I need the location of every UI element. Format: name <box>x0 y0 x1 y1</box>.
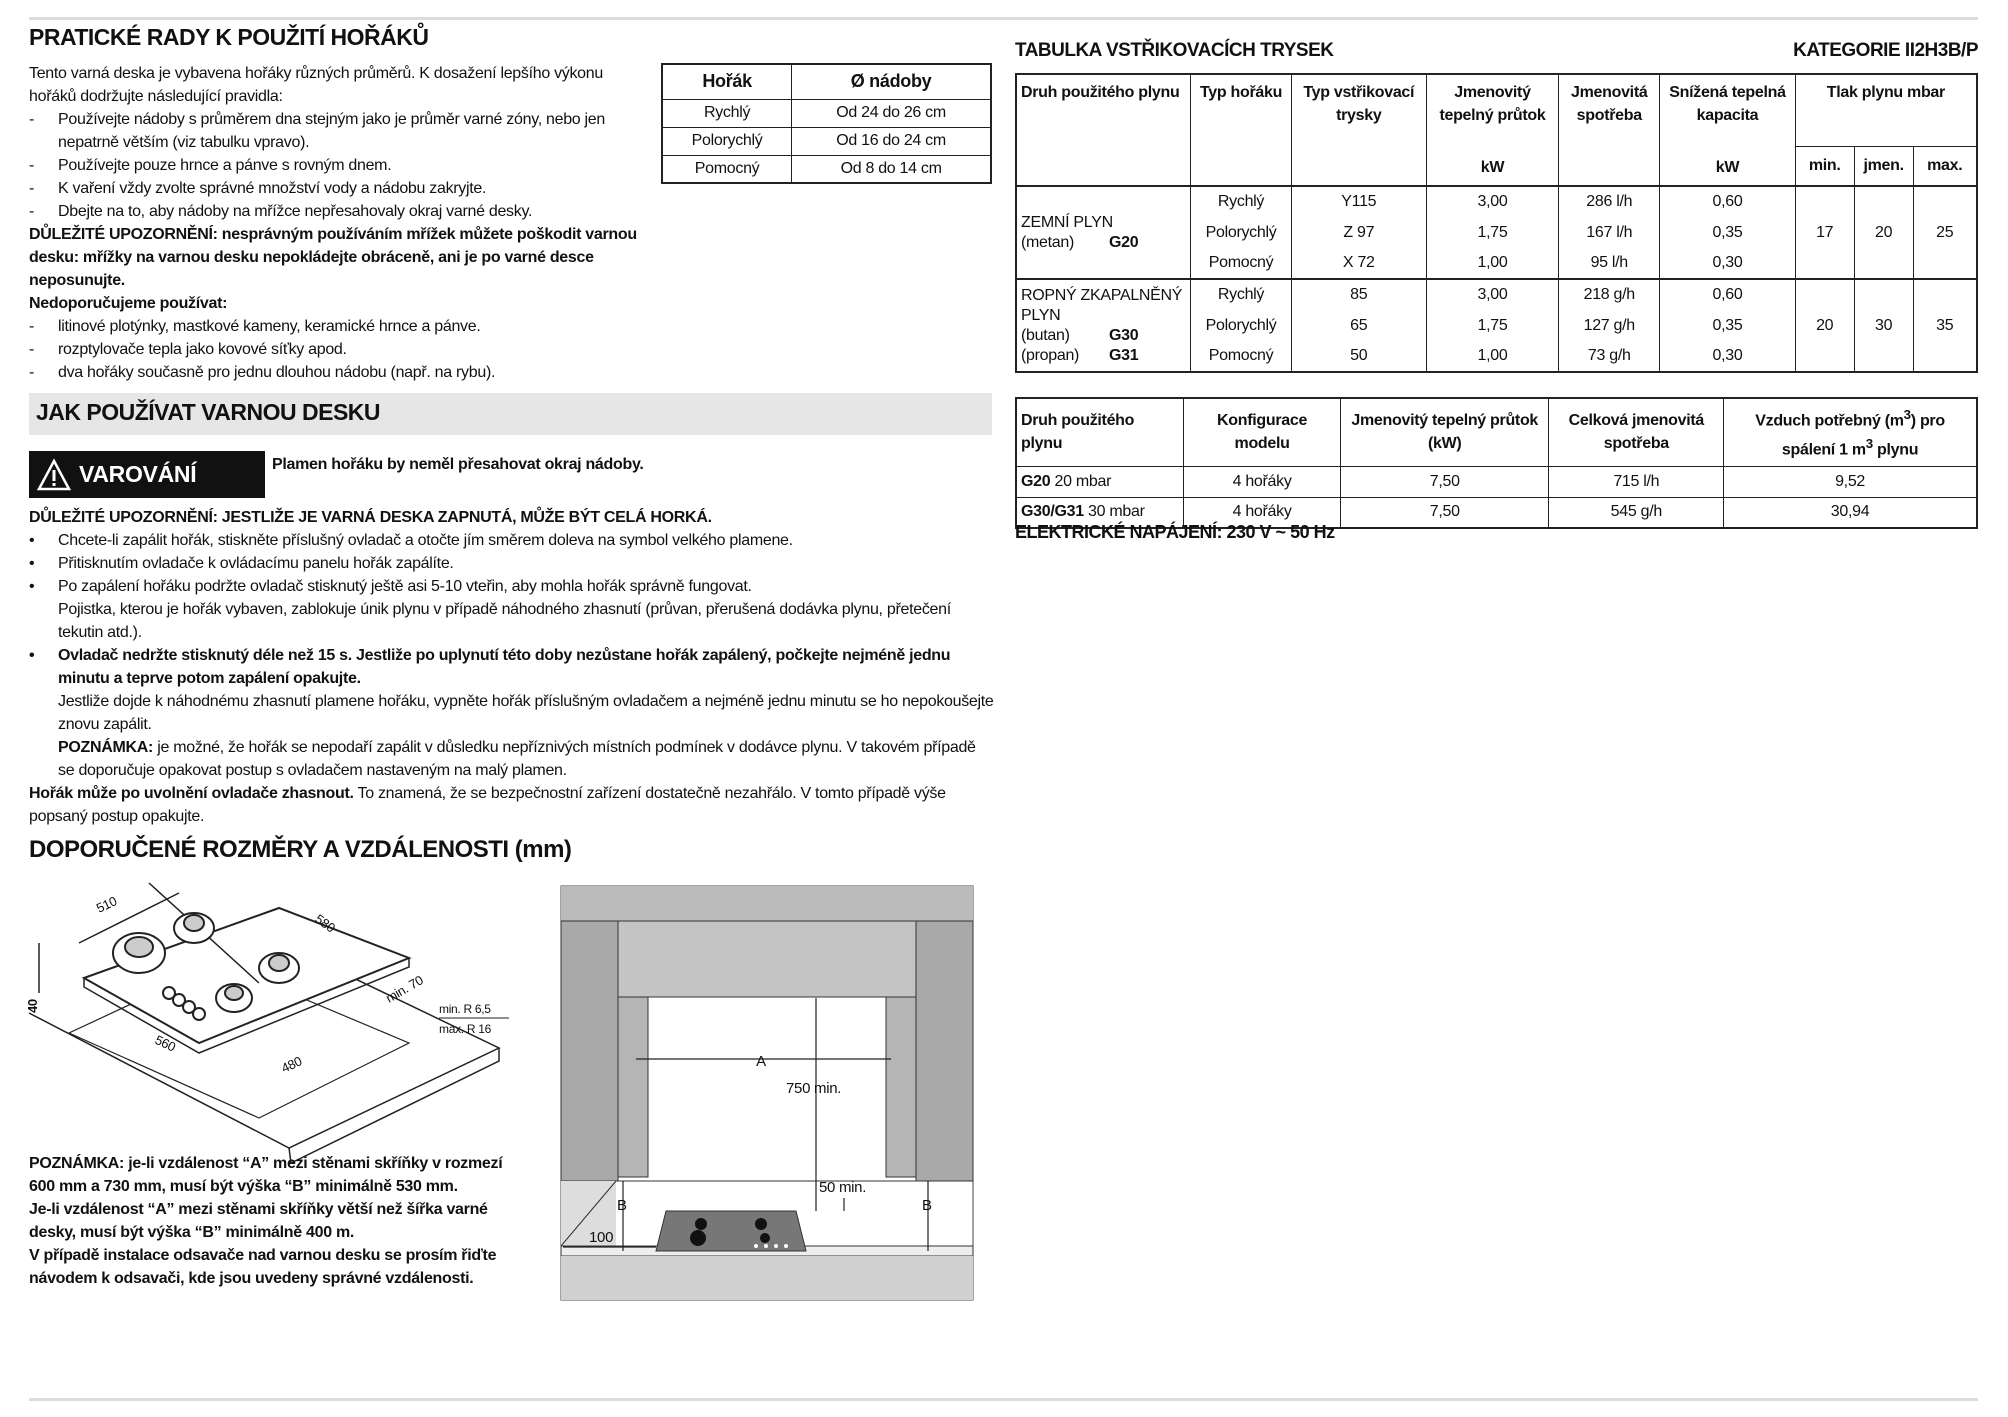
cell: 9,52 <box>1724 466 1977 497</box>
cell: 545 g/h <box>1549 497 1724 528</box>
column-header: min. <box>1795 146 1854 186</box>
how-to-use-text <box>29 506 994 828</box>
cell: Od 8 do 14 cm <box>792 155 991 183</box>
cell: G20 20 mbar <box>1016 466 1184 497</box>
cell: Pomocný <box>1191 341 1292 372</box>
dim-b-left: B <box>617 1197 627 1214</box>
column-header: Celková jmenovitá spotřeba <box>1549 398 1724 466</box>
cell: 85 <box>1291 279 1426 310</box>
column-header: max. <box>1913 146 1977 186</box>
dim-a: A <box>756 1053 766 1070</box>
note-line: POZNÁMKA: je-li vzdálenost “A” mezi stěnami skříňky v rozmezí 600 mm a 730 mm, musí být výška “B” minimálně 530 mm. <box>29 1155 503 1195</box>
unit-kw: kW <box>1480 159 1505 176</box>
section-title-burner-tips: PRATICKÉ RADY K POUŽITÍ HOŘÁKŮ <box>29 24 429 50</box>
paragraph: Jestliže dojde k náhodnému zhasnutí plamene hořáku, vypněte hořák příslušným ovladačem a nejméně jednu minutu se ho nepokoušejte znovu zapálit. <box>58 693 994 733</box>
column-header: Ø nádoby <box>792 64 991 99</box>
section-title-dimensions: DOPORUČENÉ ROZMĚRY A VZDÁLENOSTI (mm) <box>29 836 572 863</box>
cell: 0,35 <box>1660 310 1796 341</box>
top-rule <box>29 17 1978 20</box>
pressure-cell: 17 <box>1795 186 1854 279</box>
list-item: • Přitisknutím ovladače k ovládacímu panelu hořák zapálíte. <box>29 555 454 572</box>
cell: G30/G31 30 mbar <box>1016 497 1184 528</box>
cell: 7,50 <box>1340 497 1549 528</box>
cell: Od 16 do 24 cm <box>792 127 991 155</box>
table-row <box>1016 186 1977 217</box>
gas-code: (metan) G20 <box>1021 233 1139 251</box>
dim-radius-max: max. R 16 <box>439 1022 491 1036</box>
important-hot-notice: DŮLEŽITÉ UPOZORNĚNÍ: JESTLIŽE JE VARNÁ DESKA ZAPNUTÁ, MŮŽE BÝT CELÁ HORKÁ. <box>29 509 712 526</box>
column-header: jmen. <box>1854 146 1913 186</box>
list-item: - Používejte pouze hrnce a pánve s rovným dnem. <box>29 157 392 174</box>
cell: 95 l/h <box>1559 248 1660 279</box>
section-title-how-to-use: JAK POUŽÍVAT VARNOU DESKU <box>36 399 381 425</box>
category-label: KATEGORIE II2H3B/P <box>1793 40 1978 61</box>
cell: 1,00 <box>1426 248 1559 279</box>
column-header: Typ hořáku <box>1191 74 1292 186</box>
warning-triangle-icon <box>37 459 71 491</box>
cell: 73 g/h <box>1559 341 1660 372</box>
column-header: Jmenovitý tepelný průtok (kW) <box>1340 398 1549 466</box>
warning-label: VAROVÁNÍ <box>79 461 197 487</box>
burner-size-table <box>661 63 992 184</box>
cell: 4 hořáky <box>1184 466 1341 497</box>
not-recommended-heading: Nedoporučujeme používat: <box>29 295 228 312</box>
warning-text: Plamen hořáku by neměl přesahovat okraj nádoby. <box>272 456 644 473</box>
list-item: • Ovladač nedržte stisknutý déle než 15 s. Jestliže po uplynutí této doby nezůstane hořák zapálený, počkejte nejméně jednu minutu a teprve potom zapálení opakujte. <box>29 647 951 687</box>
cell: 65 <box>1291 310 1426 341</box>
injector-table-title: TABULKA VSTŘIKOVACÍCH TRYSEK <box>1015 40 1334 61</box>
list-item: - rozptylovače tepla jako kovové síťky apod. <box>29 341 347 358</box>
pressure-cell: 20 <box>1854 186 1913 279</box>
cell: 3,00 <box>1426 186 1559 217</box>
cell: X 72 <box>1291 248 1426 279</box>
burner-tips-text <box>29 62 654 384</box>
cell: Y115 <box>1291 186 1426 217</box>
dim-510: 510 <box>93 893 120 916</box>
column-header: Jmenovitá spotřeba <box>1559 74 1660 186</box>
intro-text: Tento varná deska je vybavena hořáky různých průměrů. K dosažení lepšího výkonu hořáků dodržujte následující pravidla: <box>29 65 603 105</box>
gas-code: (butan) G30 <box>1021 326 1139 344</box>
table-row <box>662 155 991 183</box>
column-header: Druh použitého plynu <box>1016 398 1184 466</box>
column-header: Druh použitého plynu <box>1016 74 1191 186</box>
cell: 7,50 <box>1340 466 1549 497</box>
cell: Polorychlý <box>1191 217 1292 248</box>
injector-table <box>1015 73 1978 373</box>
gas-type-cell <box>1016 279 1191 372</box>
electrical-supply: ELEKTRICKÉ NAPÁJENÍ: 230 V ~ 50 Hz <box>1015 522 1335 542</box>
column-header: Vzduch potřebný $(m^3)$ pro spálení 1 $m^3$ plynu <box>1724 398 1977 466</box>
dim-750-min: 750 min. <box>786 1080 842 1097</box>
section-band <box>29 393 992 435</box>
gas-type-cell <box>1016 186 1191 279</box>
table-row <box>662 99 991 127</box>
pressure-cell: 20 <box>1795 279 1854 372</box>
gas-name: ZEMNÍ PLYN <box>1021 213 1113 231</box>
dim-radius-min: min. R 6,5 <box>439 1002 491 1016</box>
cell: Od 24 do 26 cm <box>792 99 991 127</box>
cell: 715 l/h <box>1549 466 1724 497</box>
hob-icon <box>656 1211 806 1251</box>
cell: Rychlý <box>1191 186 1292 217</box>
cell: 1,75 <box>1426 310 1559 341</box>
dim-560: 560 <box>152 1032 178 1055</box>
cell: Pomocný <box>1191 248 1292 279</box>
column-header: Snížená tepelná kapacita kW <box>1660 74 1796 186</box>
list-item: - litinové plotýnky, mastkové kameny, keramické hrnce a pánve. <box>29 318 481 335</box>
warning-box <box>29 451 265 498</box>
cell: Rychlý <box>1191 279 1292 310</box>
pressure-cell: 25 <box>1913 186 1977 279</box>
note-line: Je-li vzdálenost “A” mezi stěnami skříňky větší než šířka varné desky, musí být výška “B” minimálně 400 m. <box>29 1201 488 1241</box>
cell: Z 97 <box>1291 217 1426 248</box>
note-line: V případě instalace odsavače nad varnou desku se prosím řiďte návodem k odsavači, kde jsou uvedeny správné vzdálenosti. <box>29 1247 497 1287</box>
dim-min-70: min. 70 <box>383 972 426 1006</box>
installation-clearance-diagram <box>561 886 973 1300</box>
cell: 4 hořáky <box>1184 497 1341 528</box>
cell: Polorychlý <box>662 127 792 155</box>
dim-40: 40 <box>25 999 40 1013</box>
summary-table <box>1015 397 1978 529</box>
dim-580: 580 <box>312 911 338 936</box>
cell: 50 <box>1291 341 1426 372</box>
cell: 1,00 <box>1426 341 1559 372</box>
cell: 3,00 <box>1426 279 1559 310</box>
list-item: • Chcete-li zapálit hořák, stiskněte příslušný ovladač a otočte jím směrem doleva na symbol velkého plamene. <box>29 532 793 549</box>
table-row <box>662 127 991 155</box>
cell: 0,35 <box>1660 217 1796 248</box>
pressure-cell: 35 <box>1913 279 1977 372</box>
important-notice: DŮLEŽITÉ UPOZORNĚNÍ: nesprávným používáním mřížek můžete poškodit varnou desku: mřížky na varnou desku nepokládejte obráceně, ani je po varné desce neposunujte. <box>29 226 637 289</box>
dim-50-min: 50 min. <box>819 1179 867 1196</box>
cell: 0,30 <box>1660 341 1796 372</box>
cell: 286 l/h <box>1559 186 1660 217</box>
cell: Pomocný <box>662 155 792 183</box>
pressure-cell: 30 <box>1854 279 1913 372</box>
column-header: Konfigurace modelu <box>1184 398 1341 466</box>
list-item: - K vaření vždy zvolte správné množství vody a nádobu zakryjte. <box>29 180 487 197</box>
list-item: • Po zapálení hořáku podržte ovladač stisknutý ještě asi 5-10 vteřin, aby mohla hořák správně fungovat. <box>29 578 752 595</box>
dim-b-right: B <box>922 1197 932 1214</box>
column-header: Jmenovitý tepelný průtok kW <box>1426 74 1559 186</box>
list-item: - dva hořáky současně pro jednu dlouhou nádobu (např. na rybu). <box>29 364 496 381</box>
table-row <box>1016 279 1977 310</box>
cell: 30,94 <box>1724 497 1977 528</box>
hob-cutout-diagram <box>25 883 509 1148</box>
final-paragraph: Hořák může po uvolnění ovladače zhasnout. To znamená, že se bezpečnostní zařízení dostatečně nezahřálo. V tomto případě výše popsaný postup opakujte. <box>29 785 946 825</box>
gas-name: ROPNÝ ZKAPALNĚNÝ PLYN <box>1021 286 1183 324</box>
cell: 218 g/h <box>1559 279 1660 310</box>
cell: 167 l/h <box>1559 217 1660 248</box>
cell: 0,60 <box>1660 279 1796 310</box>
list-item: - Dbejte na to, aby nádoby na mřížce nepřesahovaly okraj varné desky. <box>29 203 533 220</box>
list-item: - Používejte nádoby s průměrem dna stejným jako je průměr varné zóny, nebo jen nepatrně větším (viz tabulku vpravo). <box>29 111 605 151</box>
column-header: Tlak plynu mbar <box>1795 74 1977 146</box>
dim-100: 100 <box>589 1229 614 1246</box>
gas-code: (propan) G31 <box>1021 346 1139 364</box>
paragraph: Pojistka, kterou je hořák vybaven, zablokuje únik plynu v případě náhodného zhasnutí (průvan, přerušená dodávka plynu, přetečení tekutin atd.). <box>58 601 951 641</box>
cell: 0,60 <box>1660 186 1796 217</box>
cell: Rychlý <box>662 99 792 127</box>
cell: 127 g/h <box>1559 310 1660 341</box>
cell: 1,75 <box>1426 217 1559 248</box>
note-paragraph: POZNÁMKA: je možné, že hořák se nepodaří zapálit v důsledku nepříznivých místních podmínek v dodávce plynu. V takovém případě se doporučuje opakovat postup s ovladačem nastaveným na malý plamen. <box>58 739 976 779</box>
column-header: Typ vstřikovací trysky <box>1291 74 1426 186</box>
dimensions-note <box>29 1152 529 1290</box>
unit-kw: kW <box>1715 159 1740 176</box>
cell: 0,30 <box>1660 248 1796 279</box>
dim-480: 480 <box>278 1053 305 1076</box>
table-row <box>1016 466 1977 497</box>
cell: Polorychlý <box>1191 310 1292 341</box>
bottom-rule <box>29 1398 1978 1401</box>
column-header: Hořák <box>662 64 792 99</box>
